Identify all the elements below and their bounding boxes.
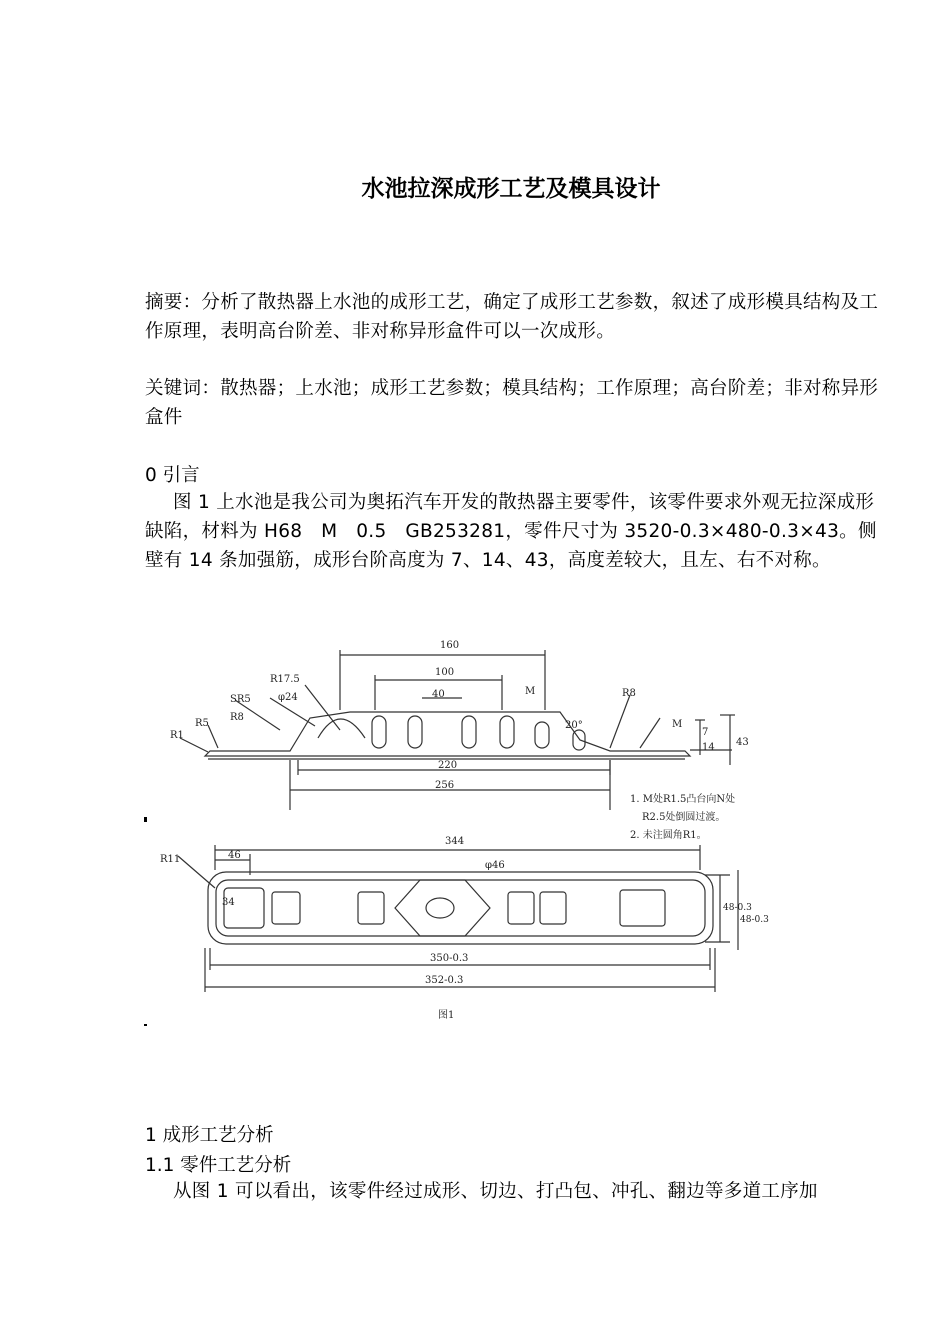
dim-160: 160	[440, 640, 460, 651]
document-title: 水池拉深成形工艺及模具设计	[361, 175, 661, 202]
label-phi24: φ24	[278, 692, 298, 703]
dim-352: 352-0.3	[425, 975, 464, 986]
label-r17: R17.5	[270, 674, 300, 685]
note-1b: R2.5处倒圆过渡。	[642, 812, 726, 823]
label-34: 34	[222, 897, 235, 908]
label-r11: R11	[160, 854, 181, 865]
dim-220: 220	[438, 760, 458, 771]
label-48-b: 48-0.3	[740, 915, 769, 925]
keywords-paragraph: 关键词：散热器；上水池；成形工艺参数；模具结构；工作原理；高台阶差；非对称异形盒件	[145, 378, 879, 428]
note-1: 1. M处R1.5凸台向N处	[630, 794, 736, 805]
note-2: 2. 未注圆角R1。	[630, 830, 707, 841]
label-r8-left: R8	[230, 712, 244, 723]
label-14: 14	[702, 742, 715, 753]
dim-256: 256	[435, 780, 455, 791]
label-43: 43	[736, 737, 749, 748]
dim-46: 46	[228, 850, 241, 861]
figure-anchor-mark-1	[144, 817, 147, 822]
label-sr5: SR5	[230, 694, 251, 705]
dim-350: 350-0.3	[430, 953, 469, 964]
label-m-right: M	[672, 719, 683, 730]
label-r8-right: R8	[622, 688, 636, 699]
section-1-1-heading: 1.1 零件工艺分析	[145, 1155, 292, 1176]
label-m-top: M	[525, 686, 536, 697]
dim-phi46: φ46	[485, 860, 505, 871]
section-1-heading: 1 成形工艺分析	[145, 1125, 274, 1146]
figure-anchor-mark-2	[144, 1024, 147, 1026]
label-20-deg: 20°	[565, 720, 583, 731]
figure-1-drawing	[140, 630, 790, 1030]
section-0-heading: 0 引言	[145, 465, 200, 486]
section-1-1-paragraph: 从图 1 可以看出，该零件经过成形、切边、打凸包、冲孔、翻边等多道工序加	[173, 1181, 818, 1202]
label-48-a: 48-0.3	[723, 903, 752, 913]
label-r1: R1	[170, 730, 184, 741]
abstract-paragraph: 摘要：分析了散热器上水池的成形工艺，确定了成形工艺参数，叙述了成形模具结构及工作原理，表明高台阶差、非对称异形盒件可以一次成形。	[145, 292, 879, 342]
label-r5: R5	[195, 718, 209, 729]
label-7: 7	[702, 727, 709, 738]
dim-100: 100	[435, 667, 455, 678]
figure-caption: 图1	[438, 1010, 455, 1021]
dim-40: 40	[432, 689, 445, 700]
dim-344: 344	[445, 836, 465, 847]
section-0-paragraph: 图 1 上水池是我公司为奥拓汽车开发的散热器主要零件，该零件要求外观无拉深成形缺陷，材料为 H68 M 0.5 GB253281，零件尺寸为 3520-0.3×480-0.3×43。侧壁有 14 条加强筋，成形台阶高度为 7、14、43，高度差较大，且左、右不对称。	[145, 492, 877, 571]
